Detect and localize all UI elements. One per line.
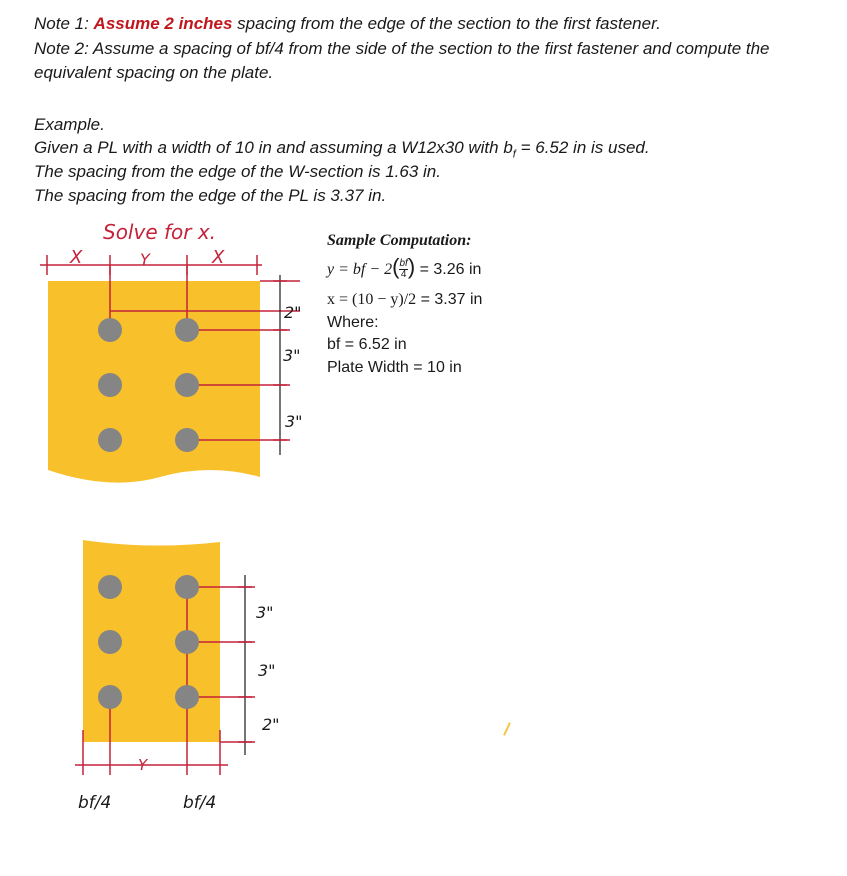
dim-3in-bottom-a: 3" <box>256 603 274 622</box>
sample-bf-value: bf = 6.52 in <box>327 336 407 353</box>
sample-x-equation <box>327 289 482 311</box>
bolt <box>98 685 122 709</box>
example-line-1-end: = 6.52 in is used. <box>515 138 650 157</box>
sample-title: Sample Computation: <box>327 232 472 249</box>
y-bottom-label: Y <box>138 756 148 774</box>
example-line-3: The spacing from the edge of the PL is 3.37 in. <box>34 186 387 205</box>
y-equation-lhs: y = bf − 2 <box>327 261 393 278</box>
bolt <box>175 428 199 452</box>
top-plate-diagram <box>0 215 330 505</box>
bolt <box>175 373 199 397</box>
bolt <box>98 575 122 599</box>
solve-for-x-label: Solve for x. <box>103 220 217 244</box>
sample-y-equation: y = bf − 2( $\frac{bf}{4}$ ) = 3.26 in <box>327 254 482 281</box>
example-heading: Example. <box>34 115 105 134</box>
note-2-line-1: Note 2: Assume a spacing of bf/4 from the side of the section to the first fastener and compute the <box>34 39 770 58</box>
x-equation-rhs: = 3.37 in <box>416 291 483 308</box>
note-2-line-2: equivalent spacing on the plate. <box>34 63 274 82</box>
note-1-suffix: spacing from the edge of the section to the first fastener. <box>232 14 661 33</box>
stray-mark <box>503 722 511 736</box>
dim-3in-top-b: 3" <box>285 412 303 431</box>
fraction-numerator: bf <box>399 258 408 270</box>
sample-where: Where: <box>327 314 379 331</box>
bolt <box>175 318 199 342</box>
bottom-plate-diagram <box>0 530 330 830</box>
x-equation-lhs: x = (10 − y)/2 <box>327 291 417 308</box>
dim-2in-bottom: 2" <box>262 715 280 734</box>
x-right-label: X <box>212 247 225 268</box>
note-1-prefix: Note 1: <box>34 14 94 33</box>
bolt <box>98 630 122 654</box>
example-line-1-text: Given a PL with a width of 10 in and assuming a W12x30 with b <box>34 138 513 157</box>
example-line-2: The spacing from the edge of the W-section is 1.63 in. <box>34 162 441 181</box>
bolt <box>98 373 122 397</box>
bolt <box>98 428 122 452</box>
example-line-1-sub: f <box>512 148 516 161</box>
bolt <box>175 575 199 599</box>
dim-3in-top-a: 3" <box>283 346 301 365</box>
y-equation-rhs: = 3.26 in <box>419 261 482 278</box>
bf-over-4-fraction <box>399 259 407 280</box>
y-top-label: Y <box>140 250 150 269</box>
dim-2in-top: 2" <box>284 303 302 322</box>
sample-plate-width: Plate Width = 10 in <box>327 359 462 376</box>
bolt <box>98 318 122 342</box>
dim-3in-bottom-b: 3" <box>258 661 276 680</box>
bolt <box>175 685 199 709</box>
fraction-denominator: 4 <box>400 269 407 281</box>
x-left-label: X <box>70 247 83 268</box>
bf4-left-label: bf/4 <box>78 793 112 813</box>
bf4-right-label: bf/4 <box>183 793 217 813</box>
note-1-highlight: Assume 2 inches <box>93 14 233 33</box>
note-1 <box>34 12 661 36</box>
bolt <box>175 630 199 654</box>
